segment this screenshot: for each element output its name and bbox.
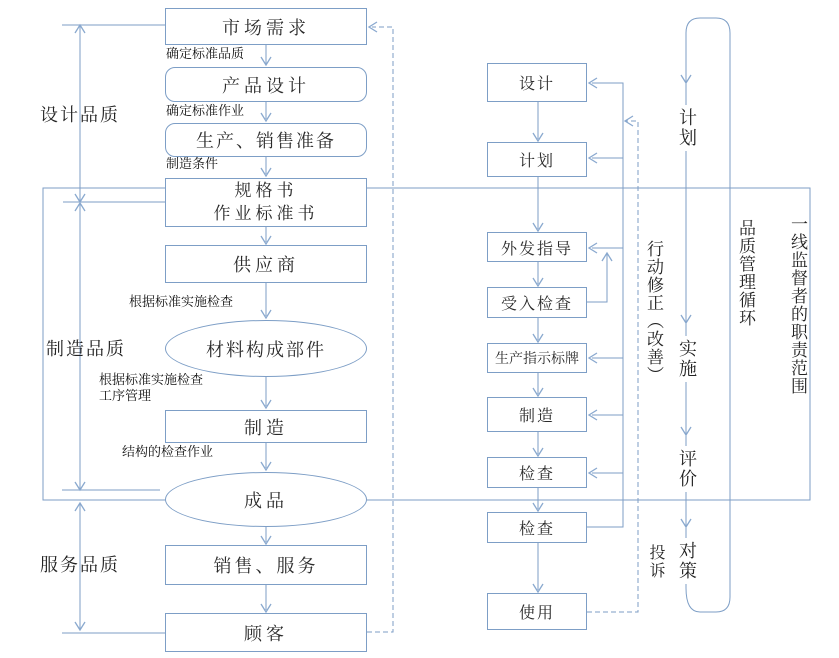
node-customer <box>165 613 367 652</box>
node-r-incoming-inspection <box>487 287 587 318</box>
label-complaint: 投诉 <box>647 544 666 580</box>
node-spec-standard <box>165 178 367 227</box>
node-r-manufacture-label: 制造 <box>518 406 555 425</box>
section-manufacture-quality: 制造品质 <box>46 339 126 360</box>
node-manufacture-label: 制造 <box>244 417 288 439</box>
node-material-parts-label: 材料构成部件 <box>206 339 326 361</box>
node-r-plan-label: 计划 <box>518 151 555 170</box>
step-structural-inspection: 结构的检查作业 <box>122 445 214 460</box>
step-process-management: 工序管理 <box>99 389 152 404</box>
node-r-use <box>487 593 587 630</box>
node-product-design-label: 产品设计 <box>222 75 310 97</box>
use-complaint-dashed <box>587 121 638 612</box>
node-supplier <box>165 245 367 283</box>
node-r-design <box>487 63 587 102</box>
incoming-feedback <box>587 253 607 302</box>
pdca-stage-act: 对策 <box>675 538 697 584</box>
pdca-stage-check: 评价 <box>675 446 697 492</box>
node-sales-service-label: 销售、服务 <box>213 556 319 577</box>
node-material-parts <box>165 320 367 377</box>
node-supplier-label: 供应商 <box>233 255 299 276</box>
customer-feedback-dashed <box>367 27 393 632</box>
node-r-manufacture <box>487 397 587 432</box>
node-r-production-sign-label: 生产指示标牌 <box>495 351 579 367</box>
node-r-inspection-2 <box>487 512 587 543</box>
label-supervisor-scope: 一线监督者的职责范围 <box>787 215 807 395</box>
node-customer-label: 顾客 <box>244 623 288 645</box>
node-r-production-sign <box>487 343 587 373</box>
step-define-standard-quality: 确定标准品质 <box>166 47 245 62</box>
node-r-use-label: 使用 <box>518 603 555 622</box>
node-r-outsourcing-guidance <box>487 232 587 262</box>
node-market-demand <box>165 8 367 45</box>
node-spec-line1: 规格书 <box>234 180 298 201</box>
node-r-plan <box>487 142 587 177</box>
node-r-incoming-label: 受入检查 <box>500 294 573 313</box>
node-r-inspection-1-label: 检查 <box>518 464 555 483</box>
section-design-quality: 设计品质 <box>40 105 120 126</box>
node-r-inspection-1 <box>487 457 587 488</box>
label-quality-management-cycle: 品质管理循环 <box>735 219 755 327</box>
step-define-standard-work: 确定标准作业 <box>166 104 245 119</box>
node-manufacture <box>165 410 367 443</box>
node-finished-product <box>165 472 367 527</box>
pdca-stage-do: 实施 <box>675 336 697 382</box>
step-inspect-per-standard-2: 根据标准实施检查 <box>99 373 204 388</box>
node-production-sales-prep-label: 生产、销售准备 <box>196 131 336 152</box>
node-r-outsourcing-label: 外发指导 <box>500 238 573 258</box>
step-inspect-per-standard-1: 根据标准实施检查 <box>129 295 234 310</box>
label-action-correction: 行动修正（改善） <box>643 240 663 384</box>
step-manufacturing-conditions: 制造条件 <box>166 157 219 172</box>
section-service-quality: 服务品质 <box>40 555 120 576</box>
feedback-trunk <box>587 83 623 527</box>
node-r-design-label: 设计 <box>518 74 555 93</box>
node-spec-line2: 作业标准书 <box>213 203 319 224</box>
node-production-sales-prep <box>165 123 367 157</box>
pdca-stage-plan: 计划 <box>675 105 697 151</box>
node-product-design <box>165 67 367 102</box>
node-sales-service <box>165 545 367 585</box>
node-market-demand-label: 市场需求 <box>222 17 310 39</box>
node-finished-product-label: 成品 <box>244 490 288 512</box>
node-r-inspection-2-label: 检查 <box>518 519 555 538</box>
